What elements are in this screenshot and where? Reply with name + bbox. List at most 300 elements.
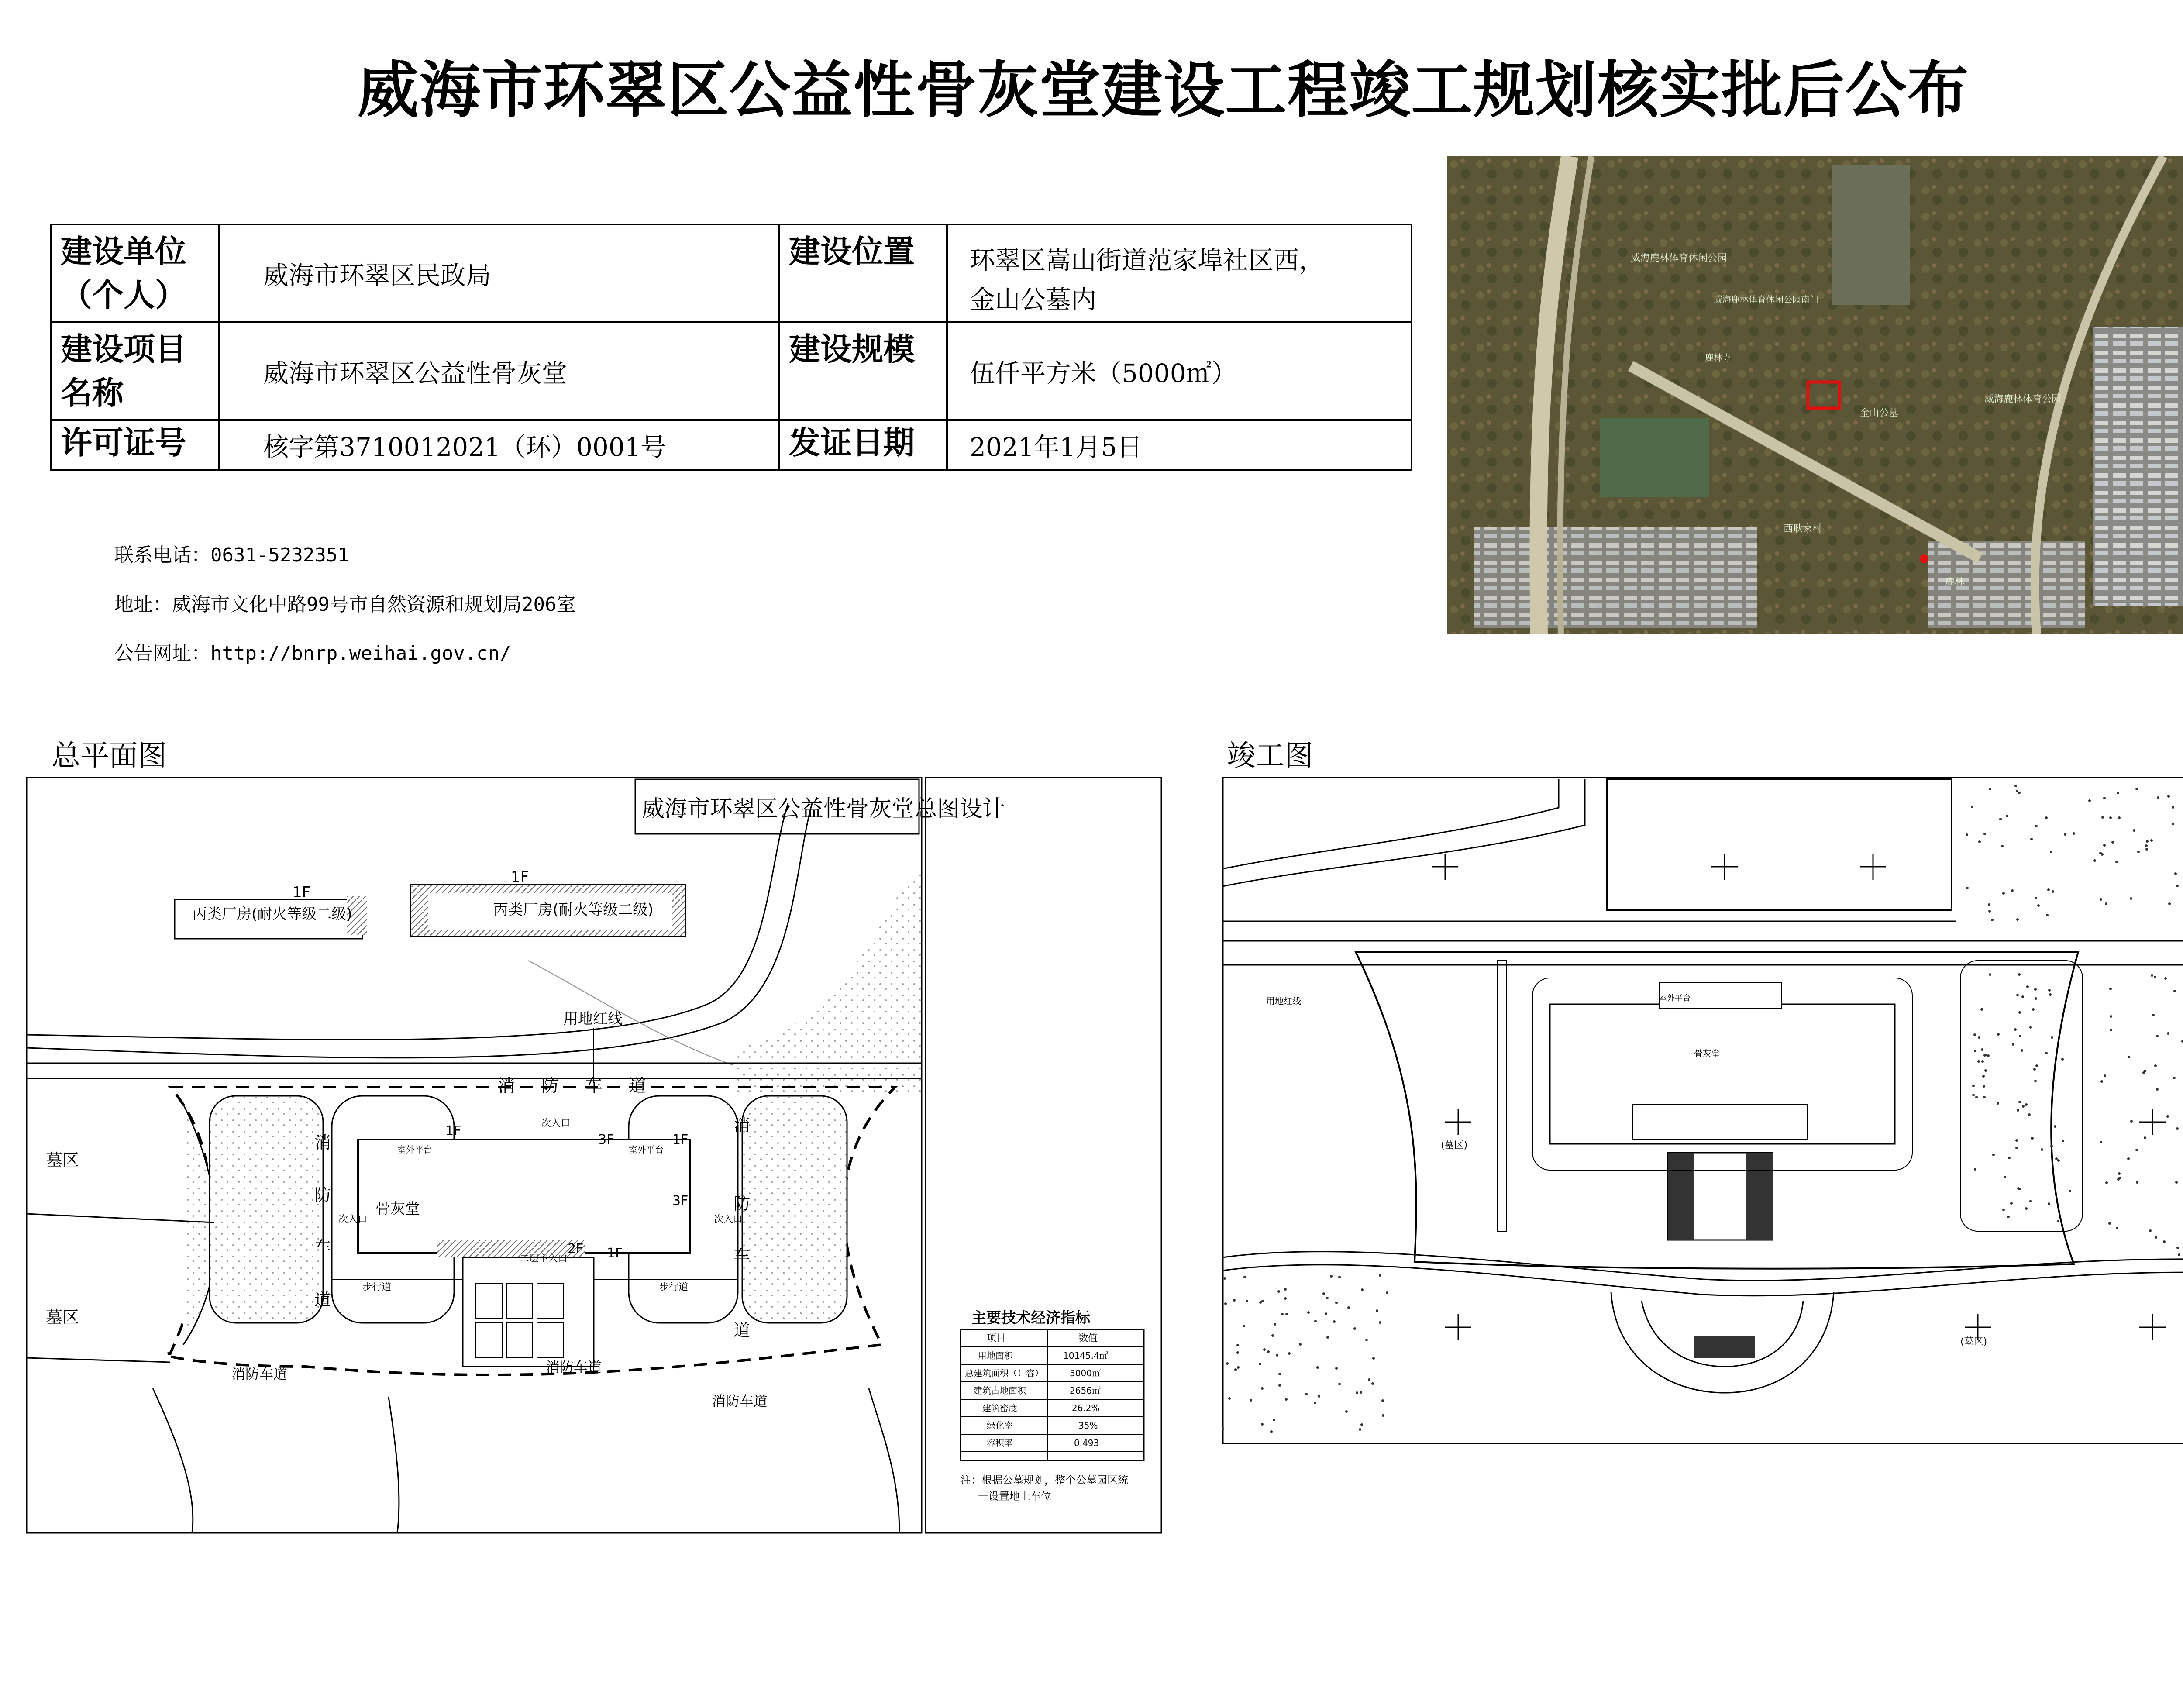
tree-dot [2017,1109,2019,1112]
tree-dot [2146,840,2149,843]
tree-dot [2109,816,2112,819]
map-label: 威海鹿林体育休闲公园 [1631,253,1727,264]
indicator-item: 建筑密度 [982,1403,1017,1413]
tree-dot [1335,1302,1338,1304]
map-label: 金山公墓 [1860,408,1899,419]
tree-dot [2062,1140,2064,1142]
tree-dot [1333,1320,1336,1323]
tree-dot [1365,1339,1368,1341]
tree-dot [1975,1096,1978,1098]
tree-dot [1982,1075,1985,1078]
tree-dot [1284,1297,1287,1300]
tree-dot [2035,1064,2038,1067]
tree-dot [2048,1202,2050,1205]
stairs [1668,1153,1694,1240]
tree-dot [2104,1074,2106,1077]
adjacent-building [1607,779,1952,910]
floor-label: 1F [672,1132,689,1147]
floor-label: 2F [568,1241,584,1257]
tree-dot [1284,1288,1287,1291]
fire-road-label: 消防车道 [712,1393,768,1409]
red-line-label: 用地红线 [563,1010,623,1028]
tree-dot [1972,1085,1975,1087]
table-row [51,224,1412,322]
tree-dot [2034,1080,2037,1082]
permit-value-cell [219,420,779,470]
tree-dot [1338,1276,1341,1278]
map-label: 西耿家村 [1784,523,1822,534]
tree-dot [2167,795,2170,798]
tree-dot [1318,1395,1320,1398]
tree-dot [1224,1302,1227,1305]
tree-dot [2016,918,2019,921]
tree-dot [1322,1292,1325,1295]
fire-road-top-label: 消防车道 [498,1076,672,1096]
tree-dot [2010,1202,2013,1205]
road-curve [389,1397,399,1532]
tree-dot [2057,1220,2059,1222]
tree-dot [1233,1299,1236,1302]
stairs [1746,1153,1773,1240]
tree-dot [2002,1209,2005,1211]
tree-dot [1984,1069,1987,1072]
tree-dot [2118,1177,2121,1179]
tree-dot [2167,1032,2169,1035]
location-label-cell [779,224,947,322]
tree-dot [2034,988,2037,991]
tree-dot [1270,1430,1273,1433]
tree-dot [2016,994,2019,996]
location-value-line2: 金山公墓内 [970,285,1097,314]
tree-dot [2152,1014,2155,1016]
tree-dot [2014,785,2017,787]
green-area-right [742,1096,847,1323]
project-label: 建设项目 [61,331,187,368]
unit-label-cell [51,224,219,322]
location-map [1447,156,2183,634]
plan-title: 威海市环翠区公益性骨灰堂总图设计 [642,796,1005,822]
tree-dot [2135,788,2138,790]
tree-dot [2054,1125,2056,1128]
tree-dot [2061,1058,2064,1061]
map-residential [2093,327,2183,606]
cemetery-label: (墓区) [1960,1336,1987,1347]
tree-dot [1345,1410,1348,1413]
tree-dot [1261,1300,1264,1302]
tree-dot [2149,1229,2152,1232]
tree-dot [1347,1306,1350,1309]
indicator-value: 10145.4㎡ [1063,1350,1108,1361]
tree-dot [2105,902,2107,905]
completion-plan-label: 竣工图 [1227,739,1313,772]
tree-dot [2099,852,2102,854]
tree-dot [1978,840,1981,843]
tree-dot [1226,1362,1229,1365]
map-green [1600,418,1709,497]
tree-dot [2135,1149,2138,1151]
permit-value: 核字第3710012021（环）0001号 [263,432,666,462]
indicator-table [961,1309,1144,1502]
tree-dot [2026,985,2029,988]
tree-dot [1997,1102,1999,1105]
tree-dot [1386,1291,1388,1294]
main-building [358,1140,690,1253]
tree-dot [2035,825,2038,827]
tree-dot [1314,1320,1317,1322]
main-entrance-label: 二层主入口 [520,1253,568,1264]
indicator-item: 容积率 [987,1438,1013,1448]
tree-dot [2031,1137,2034,1140]
tree-dot [2022,1105,2025,1108]
tree-dot [2144,1070,2146,1072]
tree-dot [2035,897,2037,899]
tree-dot [2008,1157,2011,1159]
red-line-label: 用地红线 [1266,996,1301,1006]
tree-dot [2164,977,2167,980]
tree-dot [2151,974,2153,977]
tree-dot [1983,1054,1986,1057]
tree-dot [1243,1325,1245,1327]
tree-dot [1997,1033,2000,1036]
tree-dot [1228,1397,1231,1400]
fire-road-char: 消 [733,1116,751,1135]
map-label: 鹿林 [1945,577,1965,588]
unit-label: 建设单位 [61,233,187,270]
tree-dot [2069,1190,2071,1192]
indicator-note: 一设置地上车位 [978,1490,1051,1502]
tree-dot [1382,1414,1384,1417]
tree-dot [2030,838,2033,840]
tree-dot [2172,823,2174,825]
indicator-note: 注：根据公墓规划，整个公墓园区统 [961,1474,1128,1486]
factory-label: 丙类厂房(耐火等级二级) [493,901,654,919]
tree-dot [1360,1391,1362,1394]
tree-dot [2130,1120,2133,1123]
cemetery-label: (墓区) [1441,1140,1468,1151]
tree-dot [1273,1419,1275,1421]
tree-dot [2103,844,2106,847]
tree-dot [1983,1096,1986,1098]
tree-dot [2011,889,2014,892]
tree-dot [1379,1321,1381,1324]
tree-dot [2118,1172,2121,1175]
tree-dot [1972,1094,1975,1096]
tree-dot [2110,1029,2112,1031]
tree-dot [2137,851,2140,853]
table-row [51,420,1412,470]
entrance-label: 次入口 [714,1214,743,1225]
unit-label-sub: （个人） [61,276,187,313]
indicator-header: 项目 [987,1333,1006,1344]
tree-dot [2047,888,2050,891]
date-label-cell [779,420,947,470]
floor-label: 3F [598,1132,614,1147]
tree-dot [1977,1060,1980,1063]
unit-value-cell [219,224,779,322]
fire-road-char: 防 [314,1185,331,1205]
fire-road-char: 道 [733,1321,751,1340]
date-value-cell [947,420,1412,470]
tree-dot [2145,848,2148,851]
tree-dot [2105,1181,2108,1184]
platform-label: 室外平台 [629,1144,664,1155]
map-label: 威海鹿林体育休闲公园南门 [1714,294,1818,305]
tree-dot [1326,1297,1329,1299]
cemetery-label: 墓区 [46,1308,79,1327]
building-podium [1633,1105,1808,1140]
tree-dot [2018,792,2021,794]
contact-address: 地址：威海市文化中路99号市自然资源和规划局206室 [114,593,576,616]
tree-dot [2117,792,2119,794]
tree-dot [2029,1026,2032,1029]
tree-dot [2155,1236,2157,1239]
tree-dot [1335,1367,1338,1370]
tree-dot [2055,1157,2058,1160]
indicator-item: 绿化率 [987,1420,1013,1431]
contour-line [528,961,733,1065]
indicator-item: 建筑占地面积 [974,1385,1026,1396]
tree-dot [1288,1352,1291,1355]
tree-dot [1316,1366,1319,1369]
tree-dot [1261,1387,1264,1390]
tree-dot [1243,1276,1246,1278]
indicator-value: 0.493 [1074,1438,1099,1448]
platform-label: 室外平台 [397,1144,432,1155]
floor-label: 1F [445,1123,461,1139]
tree-dot [2015,1139,2018,1142]
hill-vegetation [733,864,921,1092]
tree-dot [2049,993,2052,996]
tree-dot [1966,887,1969,889]
tree-dot [2051,1036,2053,1039]
tree-dot [1267,1350,1270,1353]
page-title: 威海市环翠区公益性骨灰堂建设工程竣工规划核实批后公布 [357,55,1970,126]
indicator-item: 总建筑面积（计容） [965,1368,1043,1378]
footpath-label: 步行道 [362,1282,392,1293]
date-value: 2021年1月5日 [970,432,1143,462]
tree-dot [1234,1368,1237,1371]
tree-dot [1379,1274,1381,1277]
tree-dot [1361,1288,1364,1291]
tree-dot [1989,788,1991,790]
tree-dot [2006,815,2008,817]
tree-dot [1285,1313,1288,1315]
tree-dot [1988,903,1990,906]
tree-dot [1299,1343,1302,1346]
tree-dot [2004,1176,2006,1178]
tree-dot [2172,806,2174,809]
tree-dot [2029,1200,2032,1202]
tree-dot [2019,1035,2021,1037]
tree-dot [1263,1348,1266,1351]
info-table [50,224,1412,471]
tree-dot [2021,995,2024,998]
building-label: 骨灰堂 [375,1200,420,1218]
tree-dot [2154,976,2156,978]
tree-dot [2150,839,2153,842]
tree-dot [2173,1077,2176,1079]
tree-dot [2154,1064,2157,1067]
tree-dot [2041,1148,2043,1151]
tree-dot [1999,818,2002,820]
tree-dot [1987,1054,1990,1057]
date-label: 发证日期 [789,424,915,461]
location-value-line1: 环翠区嵩山街道范家埠社区西， [970,245,1325,275]
tree-dot [1305,1393,1308,1395]
tree-dot [1991,919,1994,921]
tree-dot [2156,1088,2159,1091]
tree-dot [2021,1049,2023,1052]
tree-dot [1360,1423,1363,1426]
tree-dot [1271,1334,1274,1337]
tree-dot [2088,799,2091,802]
tree-dot [2033,1068,2036,1071]
indicator-value: 5000㎡ [1070,1368,1101,1378]
tree-dot [1261,1423,1264,1426]
tree-dot [1353,1327,1356,1330]
tree-dot [2001,845,2004,847]
tree-dot [1246,1300,1248,1302]
permit-label: 许可证号 [61,424,187,461]
tree-dot [2175,1181,2178,1184]
tree-dot [2050,851,2052,853]
tree-dot [2127,1157,2130,1160]
tree-dot [2108,1222,2111,1225]
project-label-cell [51,322,219,420]
tree-dot [1307,1311,1310,1314]
tree-dot [1980,1008,1983,1011]
site-plan-label: 总平面图 [52,739,167,772]
factory-floor: 1F [293,884,311,901]
tree-dot [1371,1382,1374,1385]
tree-dot [2025,1103,2028,1106]
fire-road-char: 车 [314,1238,331,1257]
tree-dot [2174,872,2177,875]
tree-dot [2115,861,2118,863]
scale-value-cell [947,322,1412,420]
location-label: 建设位置 [789,233,915,270]
entrance-steps [463,1257,594,1367]
tree-dot [2050,1145,2053,1147]
tree-dot [1236,1351,1239,1354]
tree-dot [1274,1323,1276,1326]
indicator-value: 26.2% [1072,1403,1100,1413]
tree-dot [1988,910,1991,913]
tree-dot [1278,1384,1281,1387]
tree-dot [1992,1154,1995,1156]
tree-dot [1223,1277,1226,1280]
tree-dot [2032,1008,2035,1011]
tree-dot [2101,816,2104,819]
tree-dot [1372,1357,1375,1360]
tree-dot [2156,1035,2159,1037]
tree-dot [1974,1168,1976,1171]
floor-label: 3F [672,1193,689,1209]
tree-dot [1368,1378,1370,1381]
factory-label: 丙类厂房(耐火等级二级) [192,906,352,923]
map-pin [1920,554,1928,563]
tree-dot [2118,816,2121,819]
contact-website[interactable]: 公告网址：http://bnrp.weihai.gov.cn/ [114,642,511,665]
tree-dot [2052,890,2054,893]
tree-dot [2093,859,2096,862]
tree-dot [2103,797,2106,799]
scale-label: 建设规模 [789,331,915,368]
factory-floor: 1F [511,868,529,886]
tree-dot [1974,1050,1976,1052]
tree-dot [2100,1141,2102,1143]
tree-dot [2015,1147,2018,1149]
tree-dot [1338,1383,1341,1385]
tree-dot [1281,1313,1284,1315]
tree-dot [1376,1309,1378,1312]
tree-dot [2166,1115,2169,1118]
tree-dot [2018,1101,2021,1103]
tree-dot [2173,990,2176,992]
tree-dot [2028,1113,2031,1116]
location-value-cell [947,224,1412,322]
indicator-item: 用地面积 [978,1350,1013,1361]
tree-dot [2100,898,2102,901]
tree-dot [2064,833,2066,836]
tree-dot [2045,1052,2048,1054]
tree-dot [2048,989,2051,992]
fire-road-label: 消防车道 [231,1366,288,1382]
tree-dot [2018,973,2021,976]
permit-label-cell [51,420,219,470]
tree-dot [1966,833,1968,836]
tree-dot [1983,833,1986,835]
tree-dot [1276,1354,1278,1357]
indicator-value: 35% [1078,1420,1098,1431]
fire-road-label: 消防车道 [546,1359,602,1375]
tree-dot [1330,1275,1333,1278]
tree-dot [2178,1253,2180,1256]
tree-dot [2073,832,2075,835]
platform-label: 室外平台 [1659,994,1691,1003]
tree-dot [2176,885,2179,887]
footpath-label: 步行道 [659,1282,689,1293]
tree-dot [1250,1399,1252,1402]
tree-dot [2128,1056,2130,1058]
map-label: 鹿林寺 [1705,352,1731,363]
tree-dot [2110,1015,2112,1018]
tree-dot [2046,914,2049,916]
tree-dot [1983,1085,1985,1088]
map-label: 威海鹿林体育公园 [1984,394,2062,405]
project-value-cell [219,322,779,420]
tree-dot [2035,997,2037,1000]
tree-dot [2130,897,2132,900]
table-row [51,322,1412,420]
tree-dot [2176,1247,2179,1249]
tree-dot [2002,892,2005,895]
tree-dot [2016,790,2018,792]
floor-label: 1F [607,1246,623,1261]
tree-dot [2100,1080,2103,1083]
entrance-label: 次入口 [541,1118,571,1129]
tree-dot [2176,1127,2179,1130]
road-curve [153,1388,193,1532]
tree-dot [1981,1048,1983,1051]
contact-phone: 联系电话：0631-5232351 [114,544,349,566]
tree-dot [1236,1344,1239,1346]
arc-stage [1694,1336,1755,1358]
entrance-label: 次入口 [338,1214,368,1225]
tree-dot [2007,1216,2010,1218]
cemetery-boundary [26,1358,170,1362]
tree-dot [1971,806,1973,808]
